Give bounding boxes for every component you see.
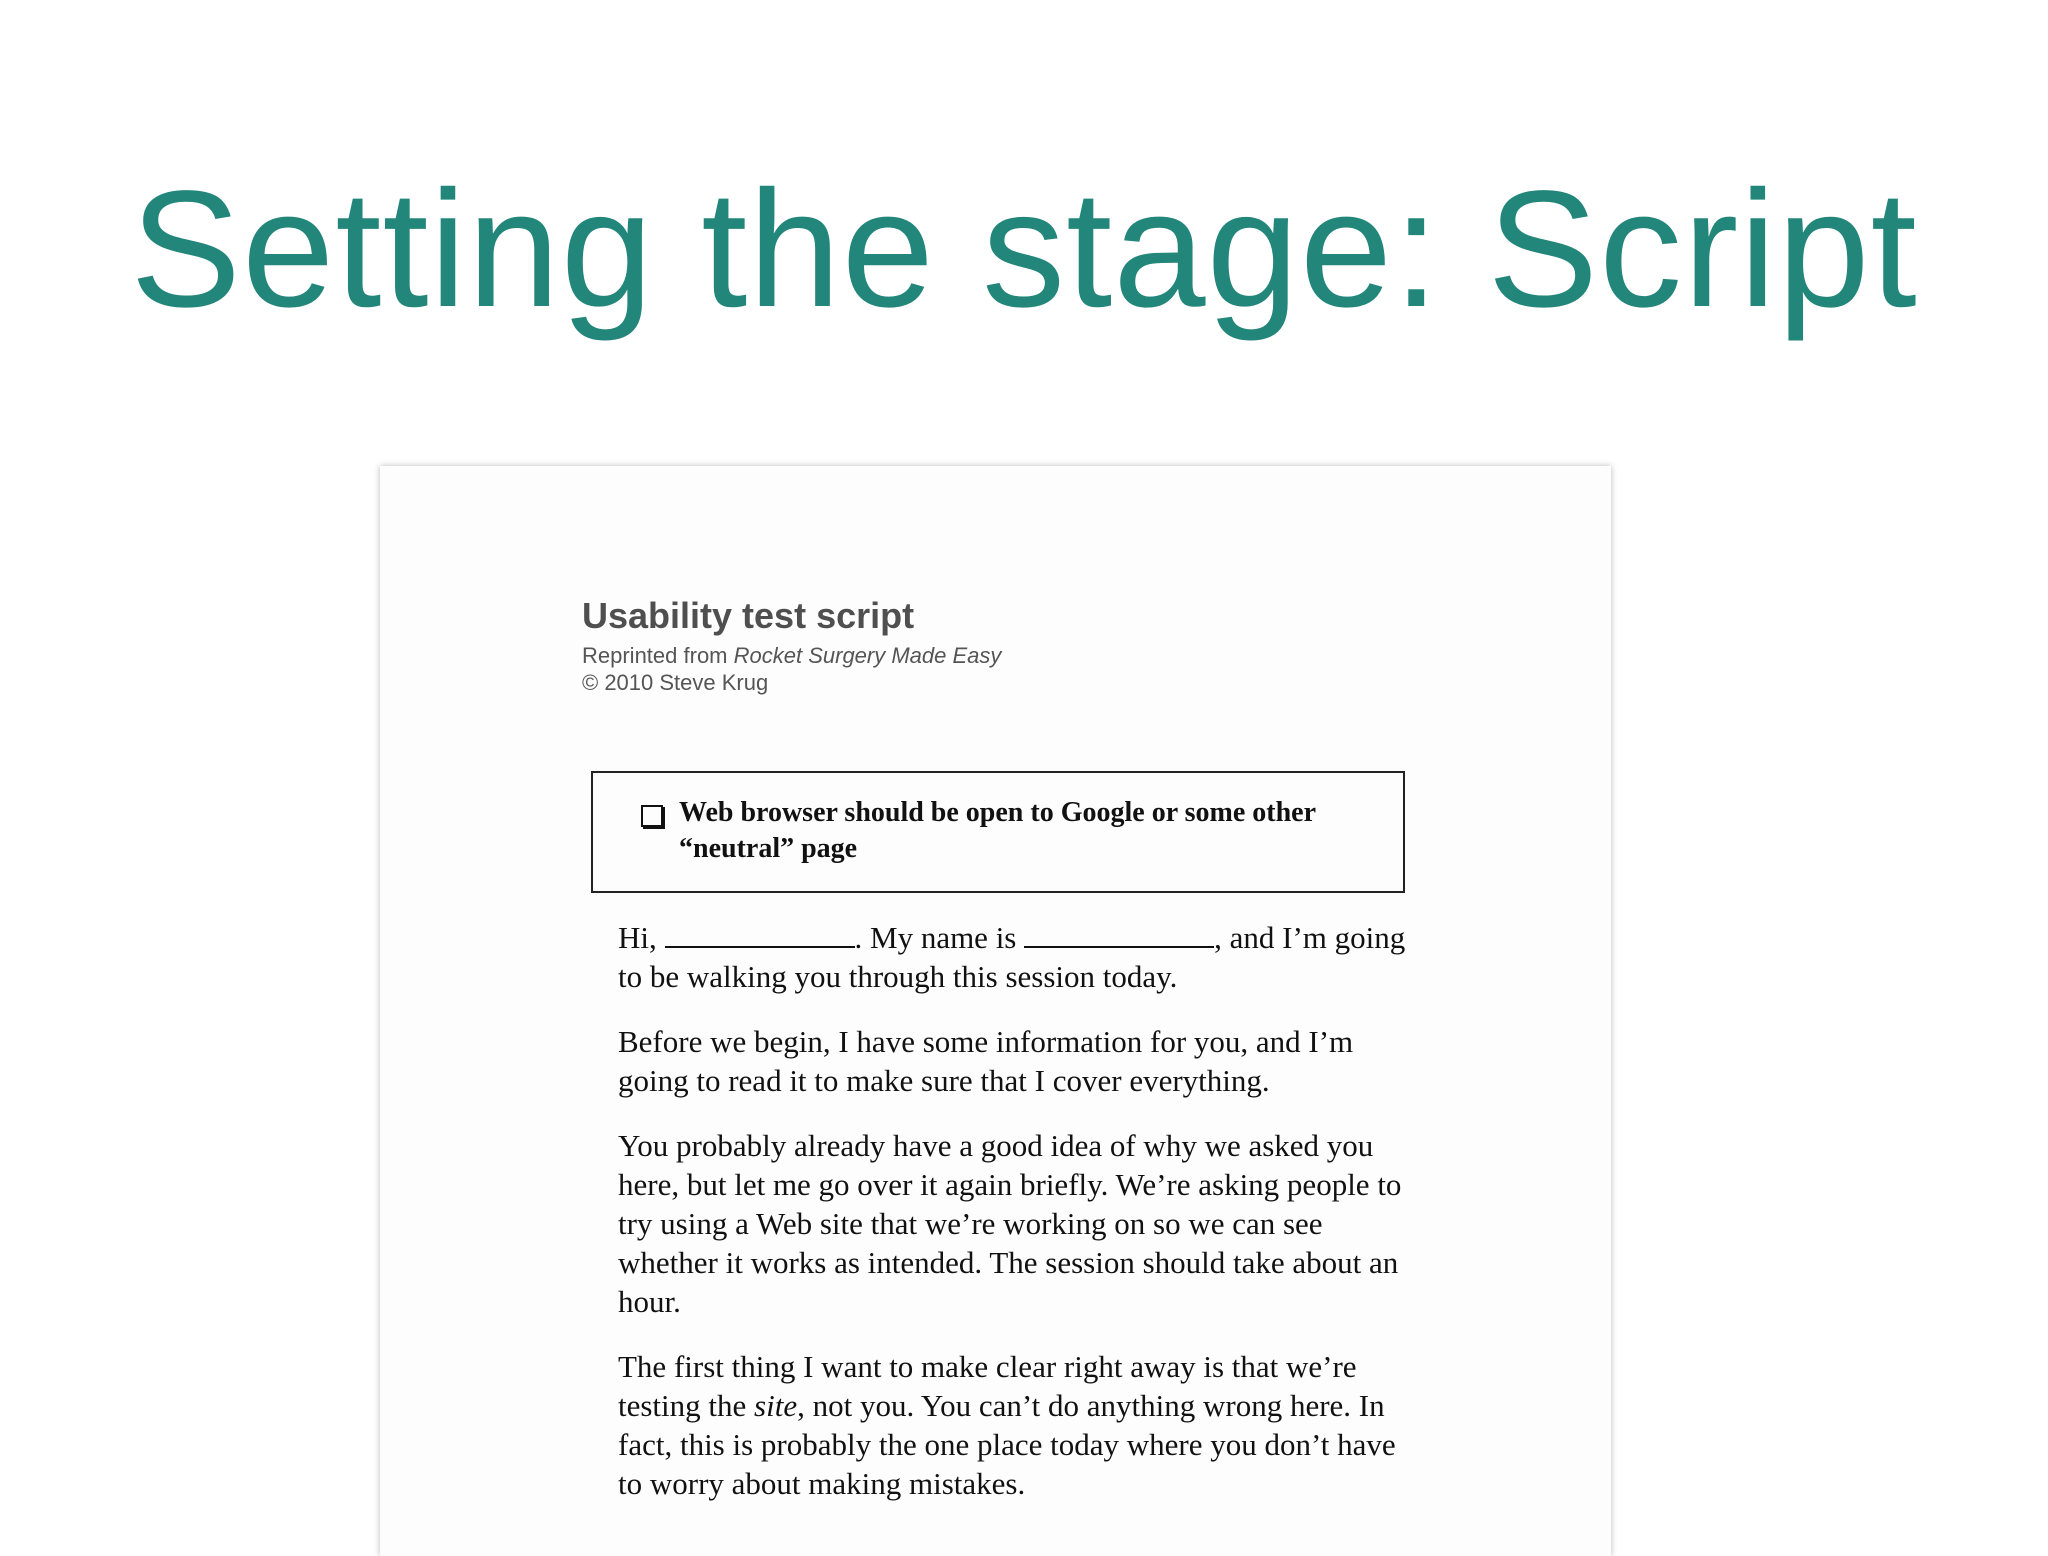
setup-checklist-box — [591, 771, 1405, 893]
book-title: Rocket Surgery Made Easy — [733, 643, 1002, 668]
checkbox-icon — [641, 805, 663, 827]
testing-site-end: , not you. You can’t do anything wrong here. In fact, this is probably the one place today where you don’t have to worry about making mistakes. — [618, 1388, 1396, 1501]
greeting-hi: Hi, — [618, 920, 657, 955]
facilitator-name-blank — [1024, 920, 1214, 948]
document-page — [380, 466, 1611, 1556]
greeting-end: , and I’m going to be walking you through this session today. — [618, 920, 1406, 994]
testing-site-start: The first thing I want to make clear right away is that we’re testing the — [618, 1349, 1357, 1423]
reprint-prefix: Reprinted from — [582, 643, 734, 668]
checklist-item: Web browser should be open to Google or some other “neutral” page — [679, 797, 1316, 864]
greeting-mid: . My name is — [854, 920, 1017, 955]
testing-site-emphasis: site — [754, 1388, 798, 1423]
document-header — [582, 596, 1001, 696]
document-title: Usability test script — [582, 595, 915, 636]
paragraph-purpose: You probably already have a good idea of why we asked you here, but let me go over it again briefly. We’re asking people to try using a Web site that we’re working on so we can see whether it works as intended. The session should take about an hour. — [618, 1128, 1402, 1319]
slide-title: Setting the stage: Script — [130, 157, 1918, 342]
script-body — [618, 918, 1418, 1529]
reprint-credit — [582, 642, 1001, 669]
paragraph-testing-site — [618, 1347, 1418, 1503]
copyright-line: © 2010 Steve Krug — [582, 670, 769, 695]
paragraph-greeting — [618, 918, 1418, 996]
paragraph-before-we-begin: Before we begin, I have some information for you, and I’m going to read it to make sure that I cover everything. — [618, 1024, 1354, 1098]
participant-name-blank — [665, 920, 855, 948]
